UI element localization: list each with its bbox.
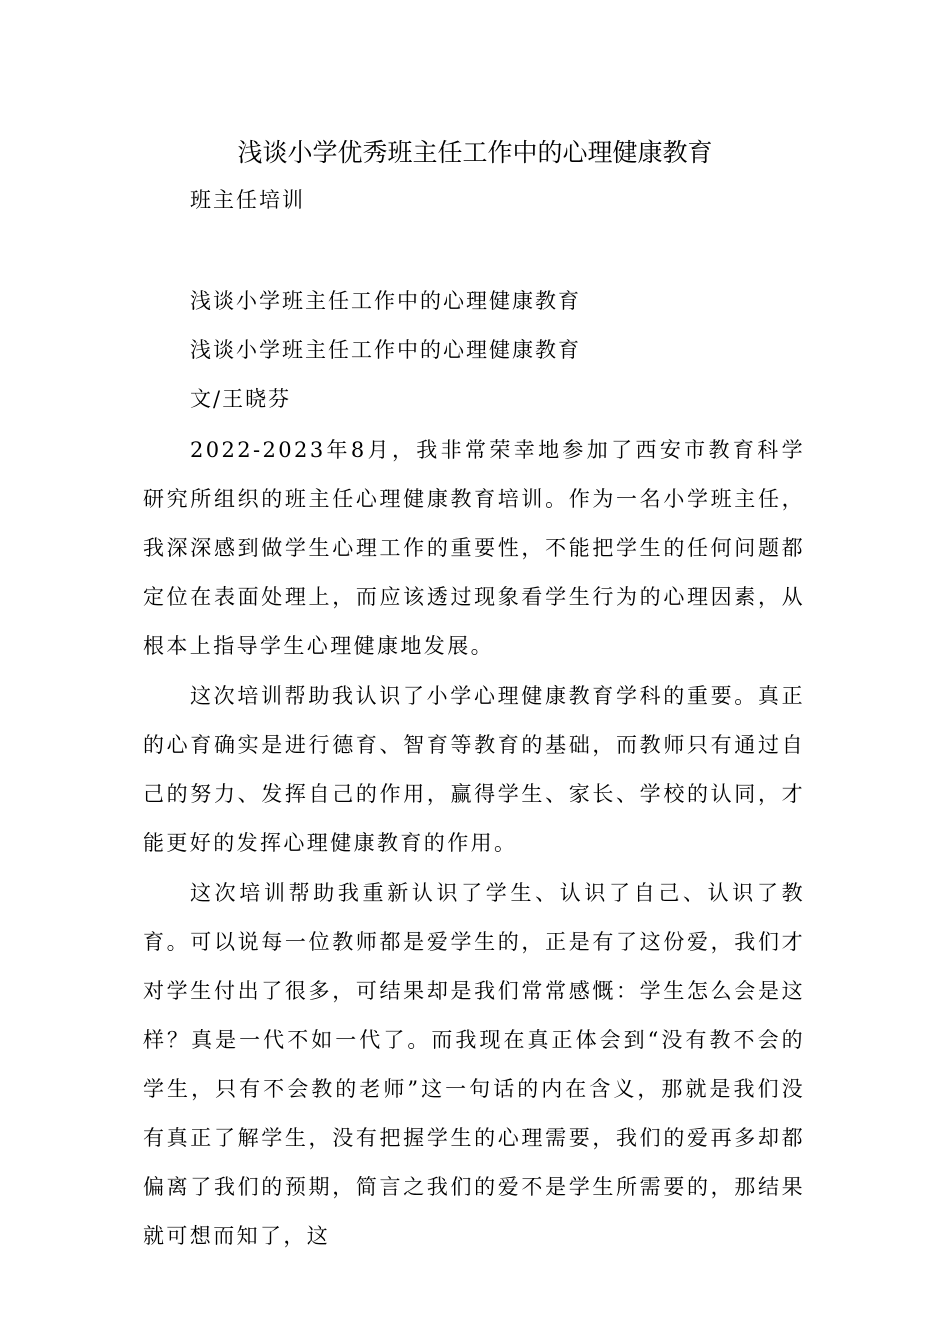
document-title: 浅谈小学优秀班主任工作中的心理健康教育 [237, 138, 713, 167]
body-paragraph-2: 这次培训帮助我认识了小学心理健康教育学科的重要。真正的心育确实是进行德育、智育等教育的基础，而教师只有通过自己的努力、发挥自己的作用，赢得学生、家长、学校的认同，才能更好的发挥心理健康教育的作用。 [143, 684, 805, 855]
subtitle-line-1: 浅谈小学班主任工作中的心理健康教育 [190, 289, 581, 313]
body-paragraph-1: 2022-2023年8月，我非常荣幸地参加了西安市教育科学研究所组织的班主任心理健康教育培训。作为一名小学班主任，我深深感到做学生心理工作的重要性，不能把学生的任何问题都定位在表面处理上，而应该透过现象看学生行为的心理因素，从根本上指导学生心理健康地发展。 [143, 438, 805, 658]
subtitle-line-2: 浅谈小学班主任工作中的心理健康教育 [190, 338, 581, 362]
body-paragraph-3: 这次培训帮助我重新认识了学生、认识了自己、认识了教育。可以说每一位教师都是爱学生的，正是有了这份爱，我们才对学生付出了很多，可结果却是我们常常感慨：学生怎么会是这样？真是一代不如一代了。而我现在真正体会到“没有教不会的学生，只有不会教的老师”这一句话的内在含义，那就是我们没有真正了解学生，没有把握学生的心理需要，我们的爱再多却都偏离了我们的预期，简言之我们的爱不是学生所需要的，那结果就可想而知了，这 [143, 881, 805, 1248]
author-line: 文/王晓芬 [190, 387, 292, 411]
category-label: 班主任培训 [190, 188, 305, 212]
